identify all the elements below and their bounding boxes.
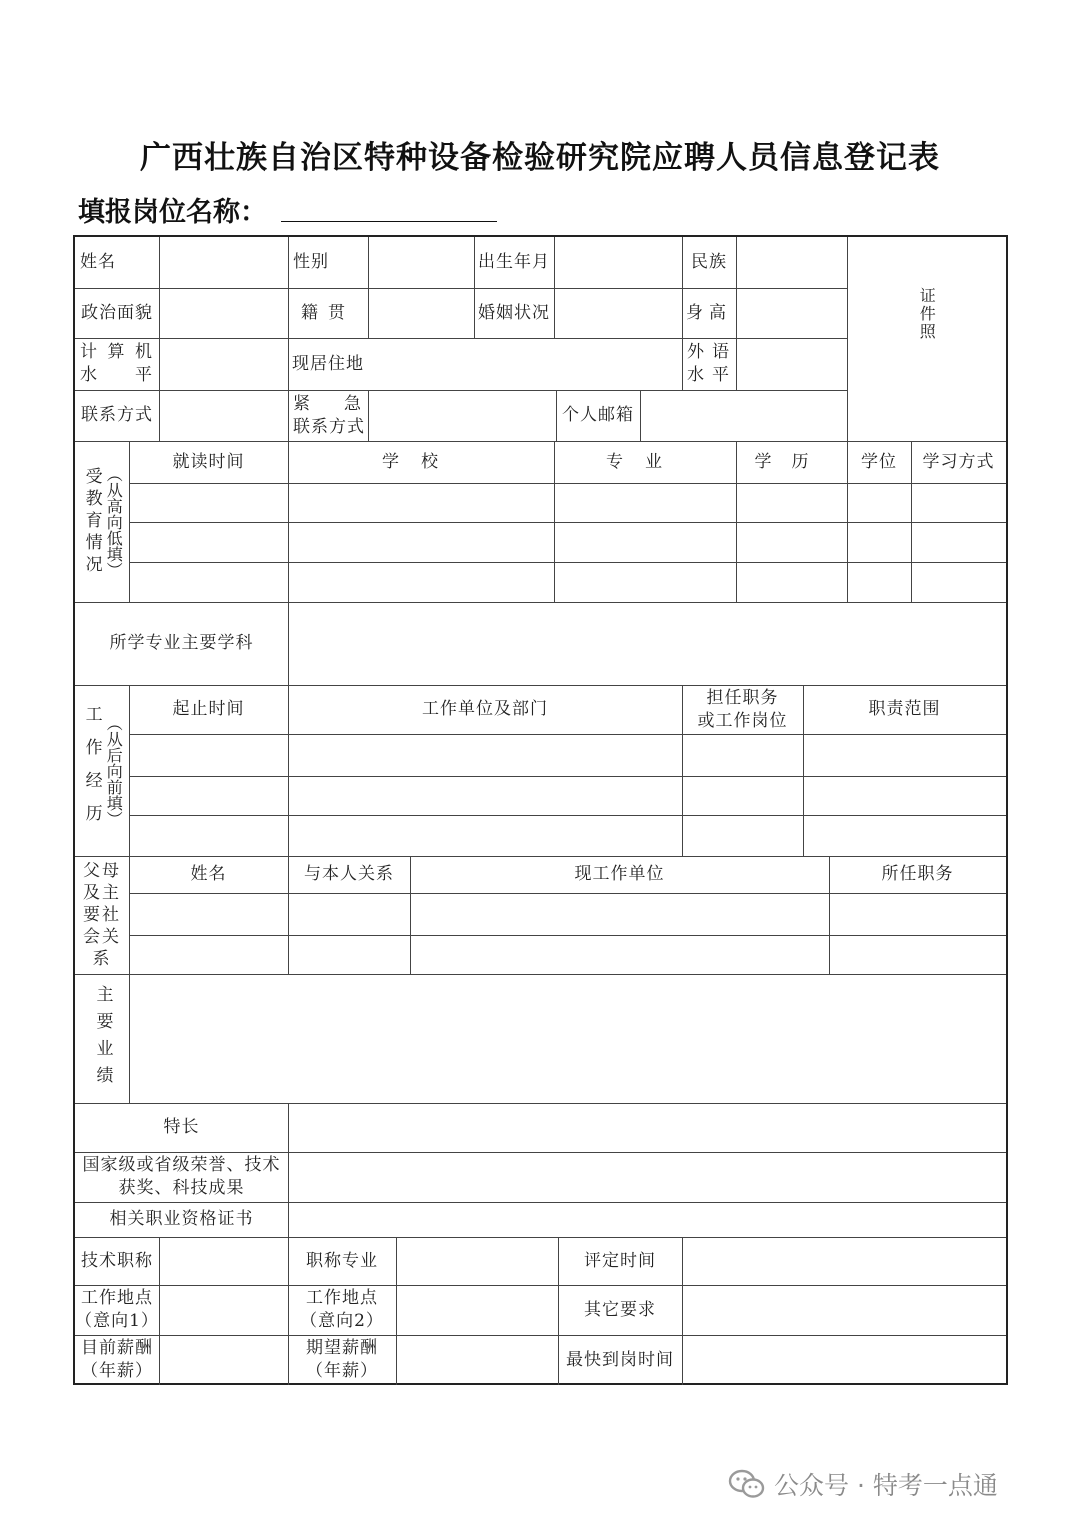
- work-location-1-label: 工作地点 （意向1）: [75, 1288, 159, 1331]
- birth-label: 出生年月: [478, 252, 550, 273]
- contact-label: 联系方式: [81, 405, 153, 426]
- title-major-input[interactable]: [397, 1238, 557, 1284]
- work-location-1-input[interactable]: [160, 1286, 287, 1334]
- gender-input[interactable]: [369, 238, 473, 287]
- family-row[interactable]: [130, 894, 1006, 935]
- birth-input[interactable]: [555, 238, 681, 287]
- honors-input[interactable]: [289, 1153, 1006, 1201]
- work-col-duties: 职责范围: [868, 699, 941, 720]
- major-subjects-input[interactable]: [289, 603, 1006, 684]
- education-row[interactable]: [130, 484, 1006, 522]
- height-input[interactable]: [737, 289, 846, 337]
- name-label: 姓名: [80, 252, 116, 273]
- work-section-label: 工作经历 （从后向前填）: [81, 704, 124, 837]
- certificates-input[interactable]: [289, 1203, 1006, 1236]
- position-label: 填报岗位名称：: [78, 197, 267, 228]
- edu-col-study-mode: 学习方式: [922, 451, 995, 472]
- skills-input[interactable]: [289, 1104, 1006, 1151]
- work-col-employer: 工作单位及部门: [422, 699, 548, 720]
- name-input[interactable]: [160, 238, 287, 287]
- tech-title-input[interactable]: [160, 1238, 287, 1284]
- current-salary-label: 目前薪酬 （年薪）: [81, 1338, 153, 1381]
- photo-area[interactable]: [847, 237, 1006, 390]
- other-requirements-label: 其它要求: [584, 1299, 656, 1320]
- watermark-text: 公众号 · 特考一点通: [774, 1471, 998, 1500]
- form-title: 广西壮族自治区特种设备检验研究院应聘人员信息登记表: [140, 140, 940, 176]
- email-input[interactable]: [641, 391, 846, 440]
- work-row[interactable]: [130, 777, 1006, 815]
- political-input[interactable]: [160, 289, 287, 337]
- emergency-contact-input[interactable]: [369, 391, 555, 440]
- achievements-input[interactable]: [130, 975, 1006, 1102]
- emergency-contact-label: 紧急 联系方式: [293, 393, 365, 437]
- title-major-label: 职称专业: [306, 1250, 378, 1271]
- edu-col-major: 专业: [606, 451, 684, 472]
- honors-label: 国家级或省级荣誉、技术 获奖、科技成果: [82, 1155, 281, 1198]
- family-col-relation: 与本人关系: [304, 864, 394, 885]
- edu-col-school: 学校: [382, 451, 460, 472]
- ethnicity-label: 民族: [691, 252, 727, 273]
- work-location-2-input[interactable]: [397, 1286, 557, 1334]
- work-col-position: 担任职务 或工作岗位: [697, 687, 788, 731]
- tech-title-label: 技术职称: [81, 1250, 153, 1271]
- work-row[interactable]: [130, 816, 1006, 856]
- expected-salary-input[interactable]: [397, 1336, 557, 1383]
- family-col-position: 所任职务: [881, 864, 954, 885]
- photo-label: 证件照: [917, 286, 937, 341]
- residence-label: 现居住地: [292, 353, 364, 374]
- native-place-label: 籍贯: [301, 302, 355, 323]
- evaluation-time-label: 评定时间: [584, 1250, 656, 1271]
- certificates-label: 相关职业资格证书: [109, 1209, 254, 1230]
- education-row[interactable]: [130, 523, 1006, 562]
- height-label: 身高: [686, 302, 732, 323]
- language-level-label: 外语 水平: [687, 342, 730, 385]
- political-label: 政治面貌: [81, 302, 153, 323]
- family-row[interactable]: [130, 936, 1006, 974]
- native-place-input[interactable]: [369, 289, 473, 337]
- computer-level-input[interactable]: [160, 339, 287, 389]
- skills-label: 特长: [163, 1117, 200, 1138]
- expected-salary-label: 期望薪酬 （年薪）: [306, 1338, 378, 1381]
- edu-col-degree-level: 学历: [754, 451, 829, 472]
- achievements-label: 主要业绩: [92, 984, 113, 1093]
- marital-input[interactable]: [555, 289, 681, 337]
- gender-label: 性别: [293, 252, 329, 273]
- ethnicity-input[interactable]: [737, 238, 846, 287]
- evaluation-time-input[interactable]: [683, 1238, 1006, 1284]
- work-col-period: 起止时间: [172, 699, 245, 720]
- earliest-start-label: 最快到岗时间: [566, 1349, 674, 1370]
- marital-label: 婚姻状况: [478, 302, 550, 323]
- family-section-label: 父母及主要社会关系: [83, 860, 121, 970]
- computer-level-label: 计算机 水平: [80, 342, 153, 385]
- position-input[interactable]: [281, 221, 497, 222]
- residence-input[interactable]: [369, 339, 681, 389]
- earliest-start-input[interactable]: [683, 1336, 1006, 1383]
- edu-col-degree: 学位: [861, 451, 897, 472]
- watermark: [728, 1466, 998, 1502]
- major-subjects-label: 所学专业主要学科: [109, 633, 254, 654]
- contact-input[interactable]: [160, 391, 287, 440]
- email-label: 个人邮箱: [562, 405, 634, 426]
- education-row[interactable]: [130, 563, 1006, 602]
- language-level-input[interactable]: [737, 339, 846, 389]
- education-section-label: 受教育情况 （从高向低填）: [81, 465, 124, 578]
- wechat-icon: [728, 1468, 766, 1500]
- registration-form-table: [73, 235, 1008, 1385]
- work-location-2-label: 工作地点 （意向2）: [300, 1288, 384, 1331]
- other-requirements-input[interactable]: [683, 1286, 1006, 1334]
- family-col-name: 姓名: [190, 864, 227, 885]
- work-row[interactable]: [130, 735, 1006, 776]
- edu-col-period: 就读时间: [172, 451, 245, 472]
- family-col-employer: 现工作单位: [574, 864, 665, 885]
- current-salary-input[interactable]: [160, 1336, 287, 1383]
